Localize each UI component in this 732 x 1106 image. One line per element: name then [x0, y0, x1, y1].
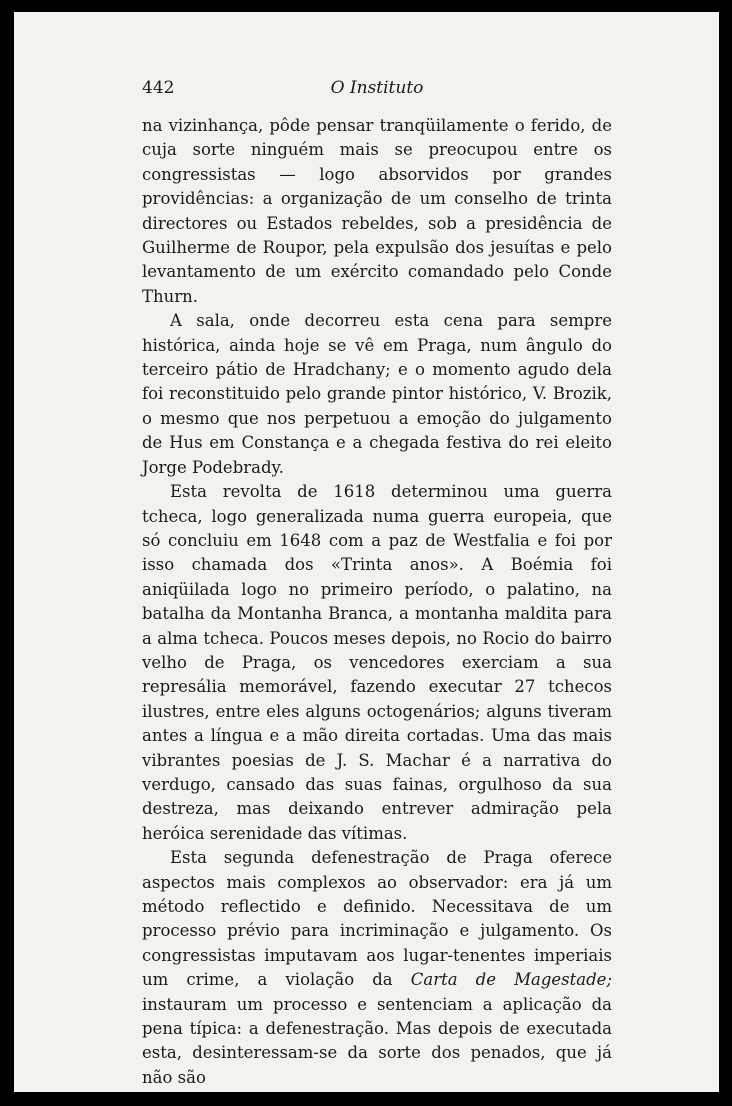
paragraph-4-text-before: Esta segunda defenestração de Praga oferece aspectos mais complexos ao observador: era já um método reflectido e definido. Necessitava de um processo prévio para incriminação e julgamento. Os congressistas imputavam aos lugar-tenentes imperiais um crime, a violação da	[142, 848, 612, 990]
paragraph-4-italic-title: Carta de Magestade;	[410, 970, 612, 990]
paragraph-4	[142, 846, 612, 1090]
running-title: O Instituto	[330, 78, 424, 98]
page-number: 442	[142, 78, 175, 98]
paragraph-1: na vizinhança, pôde pensar tranqüilamente o ferido, de cuja sorte ninguém mais se preocupou entre os congressistas — logo absorvidos por grandes providências: a organização de um conselho de trinta directores ou Estados rebeldes, sob a presidência de Guilherme de Roupor, pela expulsão dos jesuítas e pelo levantamento de um exército comandado pelo Conde Thurn.	[142, 116, 612, 306]
body-text	[142, 114, 612, 1090]
paragraph-3: Esta revolta de 1618 determinou uma guerra tcheca, logo generalizada numa guerra europeia, que só concluiu em 1648 com a paz de Westfalia e foi por isso chamada dos «Trinta anos». A Boémia foi aniqüilada logo no primeiro período, o palatino, na batalha da Montanha Branca, a montanha maldita para a alma tcheca. Poucos meses depois, no Rocio do bairro velho de Praga, os vencedores exerciam a sua represália memorável, fazendo executar 27 tchecos ilustres, entre eles alguns octogenários; alguns tiveram antes a língua e a mão direita cortadas. Uma das mais vibrantes poesias de J. S. Machar é a narrativa do verdugo, cansado das suas fainas, orgulhoso da sua destreza, mas deixando entrever admiração pela heróica serenidade das vítimas.	[142, 482, 612, 843]
paragraph-4-text-after: instauram um processo e sentenciam a aplicação da pena típica: a defenestração. Mas depois de executada esta, desinteressam-se da sorte dos penados, que já não são	[142, 994, 612, 1087]
page-header	[142, 78, 612, 108]
paragraph-2: A sala, onde decorreu esta cena para sempre histórica, ainda hoje se vê em Praga, num ângulo do terceiro pátio de Hradchany; e o momento agudo dela foi reconstituido pelo grande pintor histórico, V. Brozik, o mesmo que nos perpetuou a emoção do julgamento de Hus em Constança e a chegada festiva do rei eleito Jorge Podebrady.	[142, 311, 612, 477]
book-page	[14, 12, 719, 1092]
